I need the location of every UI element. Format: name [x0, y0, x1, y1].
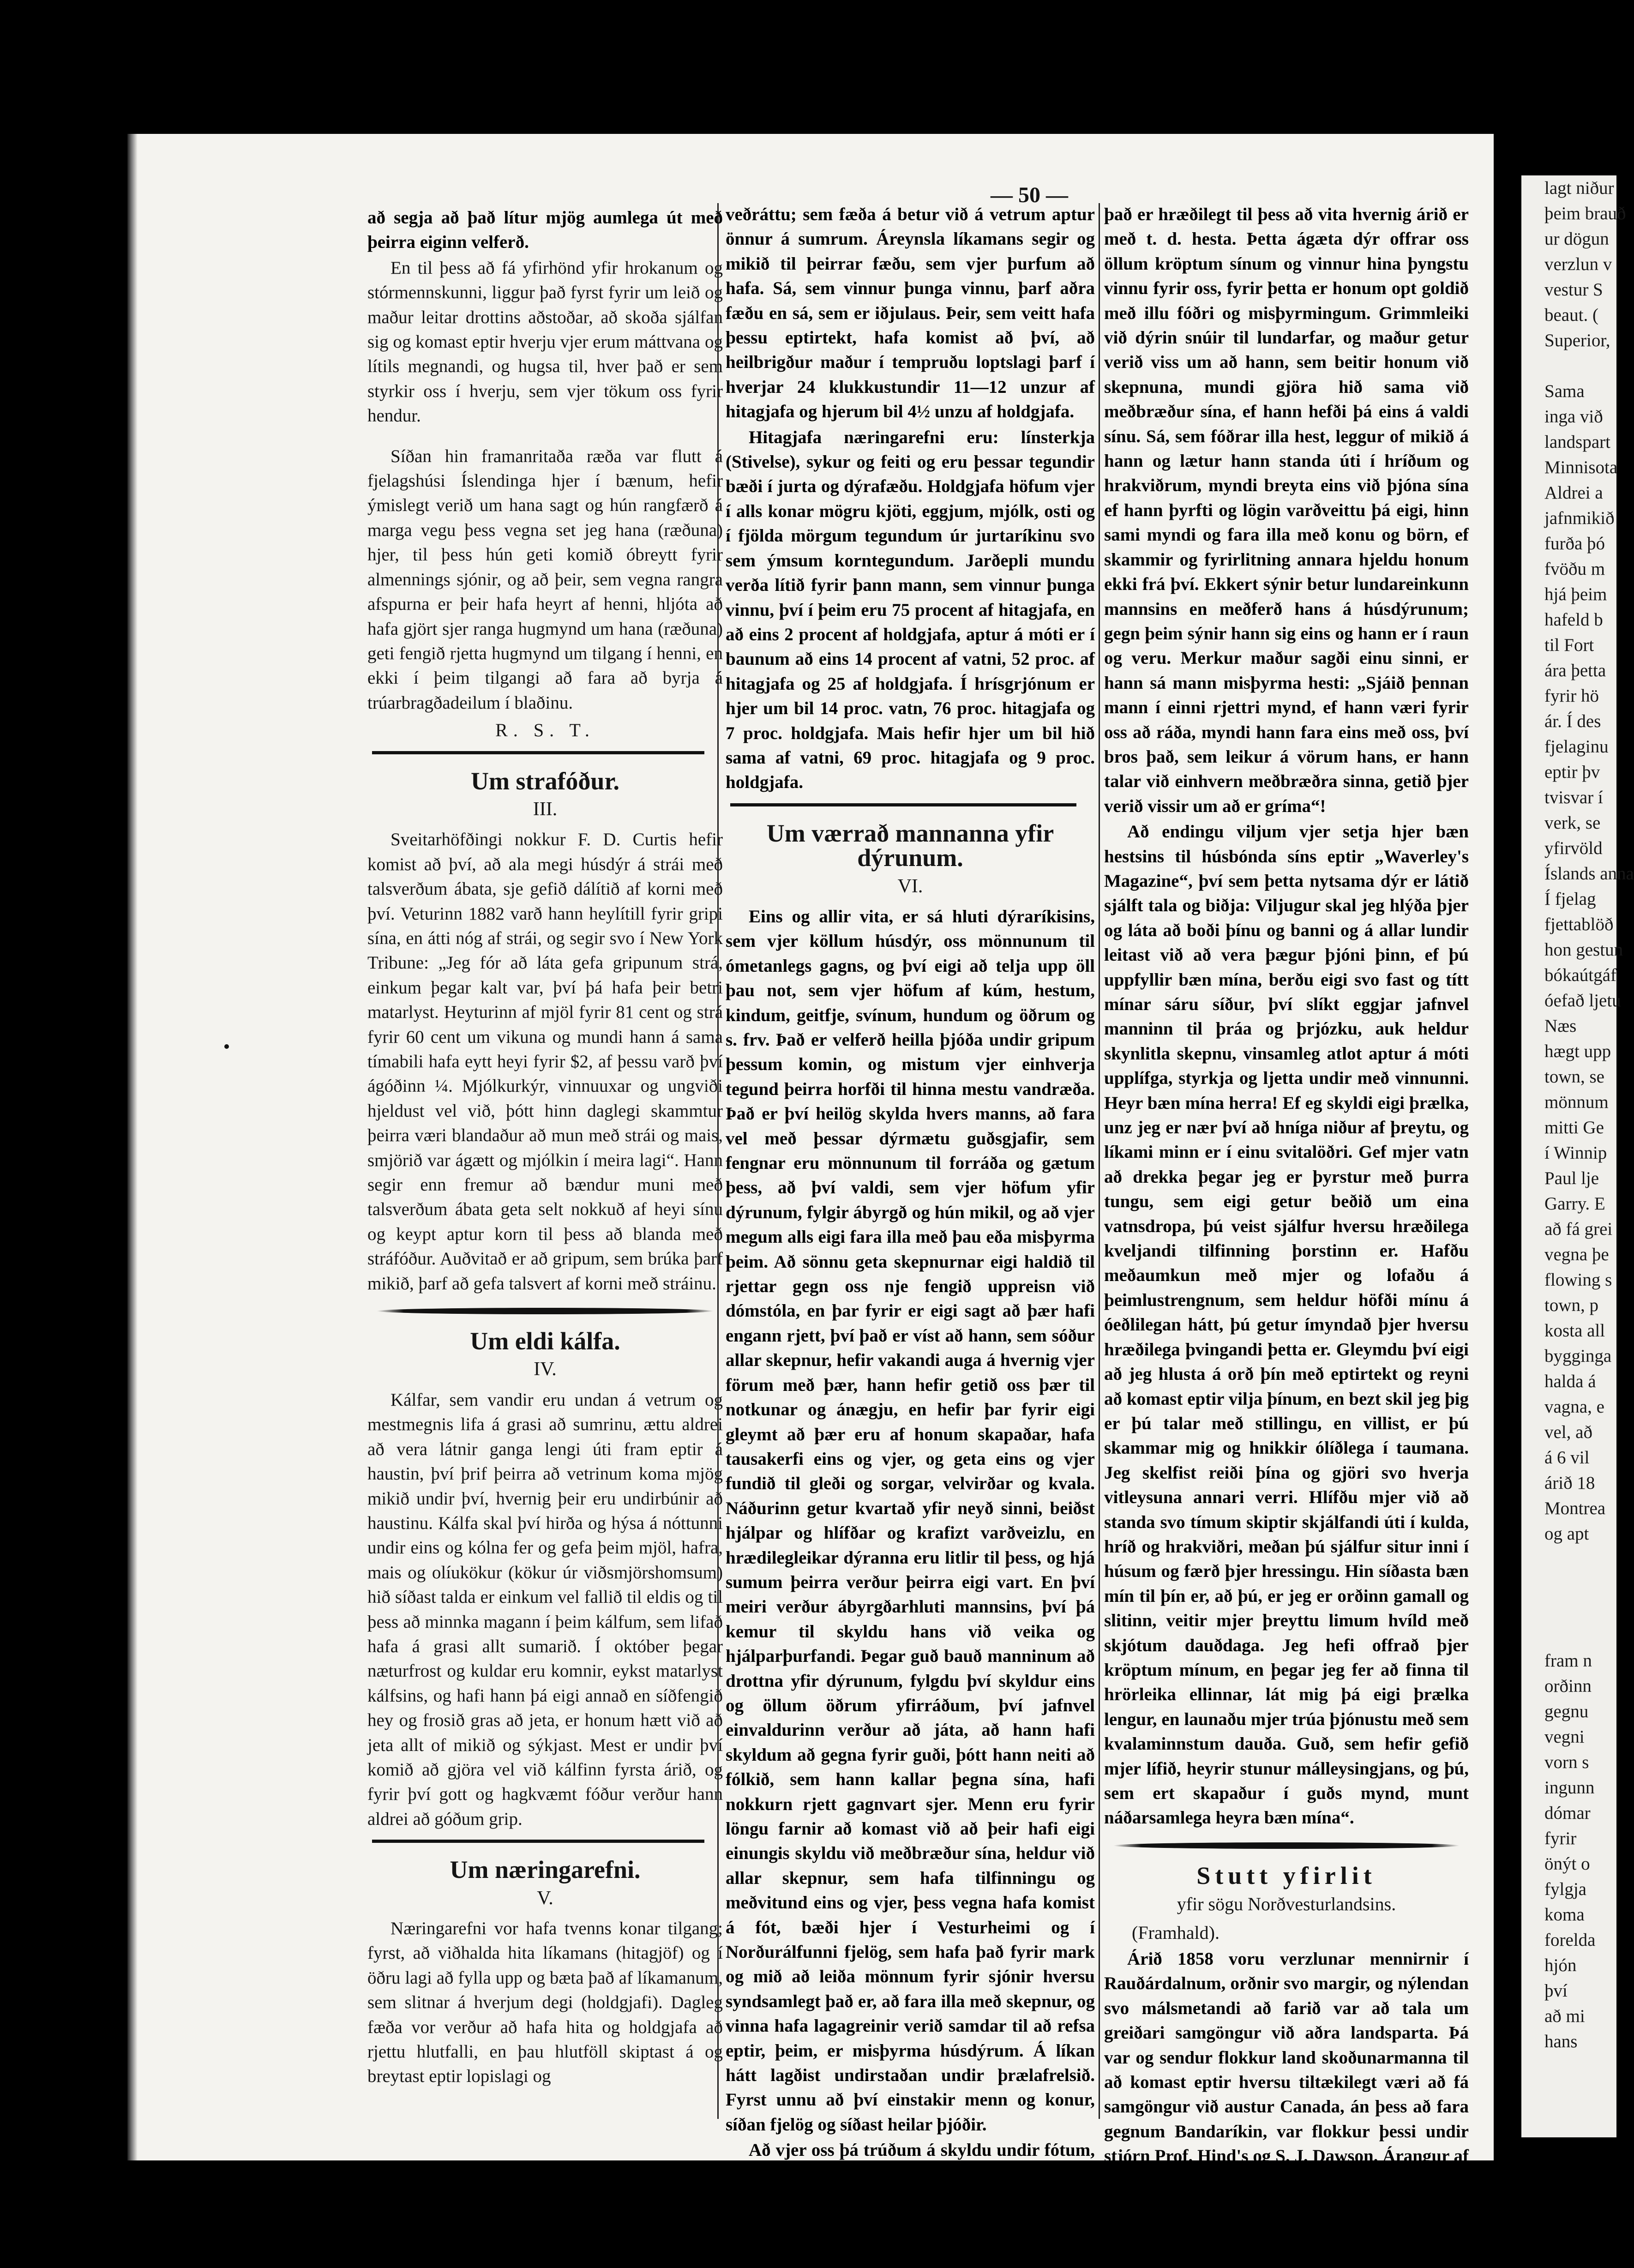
adjacent-page	[1521, 175, 1634, 2137]
adjacent-page-line: jafnmikið	[1544, 508, 1615, 528]
adjacent-page-line: á 6 vil	[1544, 1448, 1590, 1468]
adjacent-page-line: í Winnip	[1544, 1143, 1607, 1163]
adjacent-page-line: Sama	[1544, 381, 1585, 401]
adjacent-page-line: vorn s	[1544, 1752, 1589, 1772]
adjacent-page-line	[1521, 1623, 1616, 1648]
article-heading: Um eldi kálfa.	[470, 1327, 620, 1355]
adjacent-page-line: ingunn	[1544, 1778, 1595, 1798]
paragraph: Að endingu viljum vjer setja hjer bæn hestsins til húsbónda síns eptir „Waverley's Magazine“, því sem þetta nytsama dýr er látið sjálft tala og biðja: Viljugur skal jeg hlýða þjer og láta að boði þínu og banni og á allar lundir leitast við að vera þægur þjóni þinn, ef þú uppfyllir bæn mína, berðu eigi svo fast og títt mínar sáru síður, því slíkt eggjar jafnvel manninn til þráa og þrjózku, auk heldur skynlitla skepnu, vinsamleg atlot aptur á móti upplífga, styrkja og ljetta undir með vinnunni. Heyr bæn mína herra! Ef eg skyldi eigi þrælka, unz jeg er nær því að hníga niður af þreytu, og líkami minn er í einu svitalöðri. Gef mjer vatn að drekka þegar jeg er þyrstur með þurra tungu, sem eigi getur beðið um eina vatnsdropa, þú veist sjálfur hversu hræðilega kveljandi tilfinning þorstinn er. Hafðu meðaumkun með mjer og lofaðu á þeimlustrengnum, sem heldur höfði mínu á óeðlilegan hátt, þú getur ímyndað þjer hversu hræðilega þvingandi þetta er. Gleymdu því eigi að jeg hlusta á orð þín með eptirtekt og reyni að komast eptir vilja þínum, en bezt skil jeg þig er þú talar með stillingu, en villist, er þú skammar mig og hnikkir ólíðlega í taumana. Jeg skelfist reiði þína og gjöri svo hverja vitleysuna annari verri. Hlífðu mjer við að standa svo tímum skiptir skjálfandi úti í kulda, hríð og hrakviðri, meðan þú sjálfur situr inni í húsum og færð þjer hressingu. Hin síðasta bæn mín til þín er, að þú, er jeg er orðinn gamall og slitinn, veitir mjer þreyttu limum hvíld með skjótum dauðdaga. Jeg hefi offrað þjer kröptum mínum, en þegar jeg fer að finna til hrörleika ellinnar, lát mig þá eigi þrælka lengur, en launaðu mjer trúa þjónustu með sem kvalaminnstum dauða. Guð, sem hefir gefið mjer lífið, heyrir stunur málleysingjans, og þú, sem ert skapaður í guðs mynd, munt náðarsamlega heyra bæn mína“.	[1104, 822, 1469, 1828]
section-divider	[372, 751, 704, 754]
adjacent-page-line: ára þetta	[1544, 661, 1606, 680]
adjacent-page-line: landspart	[1544, 432, 1610, 452]
adjacent-page-line: fyrir hö	[1544, 686, 1599, 706]
adjacent-page-line: því	[1544, 1981, 1568, 2001]
adjacent-page-line: vestur S	[1544, 280, 1603, 300]
adjacent-page-line: inga við	[1544, 407, 1603, 427]
paragraph: Hitagjafa næringarefni eru: línsterkja (Stivelse), sykur og feiti og eru þessar tegundir bæði í jurta og dýrafæðu. Holdgjafa höfum vjer í alls konar mögru kjöti, eggjum, mjólk, osti og í fjölda mörgum tegundum úr jurtaríkinu svo sem ýmsum korntegundum. Jarðepli mundu verða lítið fyrir þann mann, sem vinnur þunga vinnu, því í þeim eru 75 procent af hitagjafa, en að eins 2 procent af holdgjafa, aptur á móti er í baunum að eins 14 procent af vatni, 52 proc. af hitagjafa og 25 af holdgjafa. Í hrísgrjónum er hjer um bil 14 proc. vatn, 76 proc. hitagjafa og 7 proc. holdgjafa. Mais hefir hjer um bil hið sama af vatni, 69 proc. hitagjafa og 9 proc. holdgjafa.	[726, 427, 1095, 793]
adjacent-page-line: hon gestun	[1544, 940, 1623, 960]
adjacent-page-line: Montrea	[1544, 1498, 1606, 1518]
article-heading: Um værrað mannanna yfir dýrunum.	[766, 819, 1054, 872]
column-3	[1104, 202, 1469, 2268]
adjacent-page-line: fylgja	[1544, 1879, 1586, 1899]
adjacent-page-line: hans	[1544, 2032, 1578, 2051]
adjacent-page-line: yfirvöld	[1544, 838, 1603, 858]
adjacent-page-line: til Fort	[1544, 635, 1594, 655]
continued-note: (Framhald).	[1132, 1922, 1219, 1943]
adjacent-page-line: vagna, e	[1544, 1397, 1604, 1417]
article-heading: Um næringarefni.	[450, 1856, 641, 1884]
adjacent-page-line: þeim brauð	[1544, 204, 1626, 223]
paragraph: það er hræðilegt til þess að vita hvernig árið er með t. d. hesta. Þetta ágæta dýr offrar oss öllum kröptum sínum og vinnur hina þyngstu vinnu fyrir oss, fyrir þetta er honum opt goldið með illu fóðri og misþyrmingum. Grimmleiki við dýrin snúir til lundarfar, og maður getur verið viss um að hann, sem beitir honum við skepnuna, mundi gjöra hið sama við meðbræður sína, ef hann hefði þá eins á valdi sínu. Sá, sem fóðrar illa hest, leggur of mikið á hann og lætur hann standa úti í hríðum og hrakviðrum, myndi breyta eins við þjóna sína ef hann þyrfti og lögin varðveittu þá eigi, hinn sami myndi og fara illa með konu og börn, ef skammir og fyrirlitning annara hjeldu honum ekki frá því. Ekkert sýnir betur lundareinkunn mannsins en meðferð hans á húsdýrunum; gegn þeim sýnir hann sig eins og hann er í raun og veru. Merkur maður sagði einu sinni, er hann sá mann misþyrma hesti: „Sjáið þennan mann í einni rjettri mynd, ef hann væri fyrir oss að ráða, myndi hann fara eins með oss, því bros það, sem leikur á vörum hans, er hann talar við einhvern meðbræðra sinna, getið þjer verið vissir um að er gríma“!	[1104, 205, 1469, 816]
adjacent-page-line: vel, að	[1544, 1422, 1592, 1442]
adjacent-page-line: að fá grei	[1544, 1219, 1613, 1239]
section-divider	[377, 1308, 714, 1314]
adjacent-page-line: hjón	[1544, 1955, 1577, 1975]
adjacent-page-line: koma	[1544, 1905, 1585, 1925]
adjacent-page-line: flowing s	[1544, 1270, 1612, 1290]
ink-spot	[224, 1044, 229, 1049]
adjacent-page-line: verzlun v	[1544, 254, 1612, 274]
article-subtitle: yfir sögu Norðvesturlandsins.	[1177, 1894, 1396, 1915]
paragraph: Árið 1858 voru verzlunar mennirnir í Rauðárdalnum, orðnir svo margir, og nýlendan svo málsmetandi að farið var að tala um greiðari samgöngur við aðra landsparta. Þá var og sendur flokkur land skoðunarmanna til að komast eptir hversu tiltækilegt væri að fá samgöngur við austur Canada, án þess að fara gegnum Bandaríkin, var flokkur þessi undir stjórn Prof. Hind's og S. J. Dawson. Árangur af skoðunum þessum varð sá, að vegalengdin milli Rauðár og Lake Superior (Efra vatns) var álitin að vera um 500 mílur, þar af var landleið, einungis	[1104, 1949, 1469, 2265]
adjacent-page-line: Superior,	[1544, 331, 1610, 350]
adjacent-page-line: fvöðu m	[1544, 559, 1605, 579]
adjacent-page-line: hafeld b	[1544, 610, 1603, 630]
section-divider	[372, 1840, 704, 1843]
adjacent-page-line: kosta all	[1544, 1321, 1605, 1341]
paragraph: Eins og allir vita, er sá hluti dýraríkisins, sem vjer köllum húsdýr, oss mönnunum til ómetanlegs gagns, og því eigi að telja upp öll þau not, sem vjer höfum af kúm, hestum, kindum, geitfje, svínum, hundum og öðrum og s. frv. Það er velferð heilla þjóða undir gripum þessum komin, og mistum vjer einhverja tegund þeirra horfði til hinna mestu vandræða. Það er því heilög skylda hvers manns, að fara vel með þessar dýrmætu guðsgjafir, sem fengnar eru mönnunum til forráða og gætum þess, að því valdi, sem vjer höfum yfir dýrunum, fylgir ábyrgð og hún mikil, og að vjer megum alls eigi fara illa með þau eða misþyrma þeim. Að sönnu geta skepnurnar eigi haldið til rjettar gegn oss nje fengið uppreisn við dómstóla, en þar fyrir er eigi sagt að þær hafi engann rjett, því það er víst að hann, sem sóður allar skepnur, hefir vakandi auga á hvernig vjer förum með þær, hann hefir getið oss þær til notkunar og ánægju, en hefir þar fyrir eigi gleymt að þær eru af honum skapaðar, hafa tausakerfi eins og vjer, og geta eins og vjer fundið til gleði og sorgar, velvirðar og kvala. Náðurinn getur kvartað yfir neyð sinni, beiðst hjálpar og hlífðar og krafizt varðveizlu, en hrædilegleikar dýranna eru litlir til þess, og hjá sumum þeirra verður þeirra eigi vart. En því meiri verður ábyrgðarhluti mannsins, því þá kemur til skyldu hans við veika og hjálparþurfandi. Þegar guð bauð manninum að drottna yfir dýrunum, fylgdu því skyldur eins og öllum öðrum yfirráðum, því jafnvel einvaldurinn verður að játa, að hann hafi skyldum að gegna fyrir guði, þótt hann neiti að fólkið, sem hann kallar þegna sína, hafi nokkurn rjett gagnvart sjer. Menn eru fyrir löngu farnir að komast við að þeir hafi eigi einungis skyldu við meðbræður sína, heldur við allar skepnur, sem hafa tilfinningu og meðvitund eins og vjer, þess vegna hafa komist á fót, bæði hjer í Vesturheimi og í Norðurálfunni fjelög, sem hafa það fyrir mark og mið að leiða mönnum fyrir sjónir hversu syndsamlegt það er, að fara illa með skepnur, og vinna hafa lagagreinir verið samdar til að refsa eptir, þeim, er misþyrma húsdýrum. Á líkan hátt lagðist undirstaðan undir þrælafrelsið. Fyrst unnu að því einstakir menn og konur, síðan fjelög og síðast heilar þjóðir.	[726, 906, 1095, 2135]
adjacent-page-line: fjettablöð	[1544, 914, 1614, 934]
adjacent-page-line	[1521, 1546, 1616, 1572]
column-rule	[1099, 203, 1100, 2119]
paragraph: Kálfar, sem vandir eru undan á vetrum og mestmegnis lifa á grasi að sumrinu, ættu aldrei að vera látnir ganga lengi úti fram eptir á haustin, því þrif þeirra að vetrinum koma mjög mikið undir því, hvernig þeir eru undirbúnir að haustinu. Kálfa skal því hirða og hýsa á nóttunni undir eins og kólna fer og gefa þeim mjöl, hafra, mais og olíukökur (kökur úr viðsmjörshomsum) hið síðast talda er einkum vel fallið til eldis og til þess að minnka magann í þeim kálfum, sem lifað hafa á grasi allt sumarið. Í október þegar næturfrost og kuldar eru komnir, eykst matarlyst kálfsins, og hafi hann þá eigi annað en síðfengið hey og frosið gras að jeta, er honum hætt við að jeta allt of mikið og sýkjast. Mest er undir því komið að gjöra vel við kálfinn fyrsta árið, og fyrir því gott og hagkvæmt fóður verður hann aldrei að góðum grip.	[367, 1390, 723, 1829]
adjacent-page-line: furða þó	[1544, 534, 1605, 553]
adjacent-page-line: Aldrei a	[1544, 483, 1603, 503]
adjacent-page-line: Íslands anna	[1544, 864, 1634, 884]
adjacent-page-line: verk, se	[1544, 813, 1601, 833]
adjacent-page-line: að mi	[1544, 2006, 1585, 2026]
adjacent-page-line: beaut. (	[1544, 305, 1598, 325]
paragraph: En til þess að fá yfirhönd yfir hrokanum og stórmennskunni, liggur það fyrst fyrir um leið og maður leitar drottins aðstoðar, að skoða sjálfan sig og komast eptir hverju vjer erum máttvana og lítils megnandi, og hugsa til, hver það er sem styrkir oss í hverju, sem vjer tökum oss fyrir hendur.	[367, 258, 723, 426]
adjacent-page-line: fyrir	[1544, 1829, 1577, 1848]
adjacent-page-line: Garry. E	[1544, 1194, 1605, 1214]
section-divider	[1113, 1842, 1460, 1849]
adjacent-page-line: fram n	[1544, 1651, 1592, 1671]
section-number: V.	[537, 1887, 553, 1909]
adjacent-page-line: óefað ljetu	[1544, 991, 1621, 1011]
adjacent-page-line: eptir þv	[1544, 762, 1600, 782]
adjacent-page-line: town, p	[1544, 1295, 1598, 1315]
adjacent-page-line: fjelaginu	[1544, 737, 1609, 757]
section-number: VI.	[897, 875, 923, 897]
column-2	[726, 202, 1095, 2213]
adjacent-page-line	[1521, 353, 1616, 379]
adjacent-page-line: dómar	[1544, 1803, 1591, 1823]
newspaper-page	[127, 134, 1494, 2265]
adjacent-page-line: lagt niður	[1544, 178, 1614, 198]
paragraph: Að vjer oss þá trúðum á skyldu undir fótum, að fara vel og miskunsamlega með skepnurnar, á sjer því miður víða stað og	[726, 2140, 1095, 2210]
adjacent-page-line: Paul lje	[1544, 1168, 1599, 1188]
adjacent-page-line	[1521, 1572, 1616, 1597]
adjacent-page-line: Næs	[1544, 1016, 1577, 1036]
adjacent-page-line: Í fjelag	[1544, 889, 1596, 909]
paragraph: Síðan hin framanritaða ræða var flutt á fjelagshúsi Íslendinga hjer í bænum, hefir ýmislegt verið um hana sagt og hún rangfærð á marga vegu þess vegna set jeg hana (ræðuna) hjer, til þess hún geti komið óbreytt fyrir almennings sjónir, og að þeir, sem vegna rangra afspurna er þeir hafa heyrt af henni, hljóta að hafa gjört sjer ranga hugmynd um hana (ræðuna) geti fengið rjetta hugmynd um tilgang í henni, en ekki í þeim tilgangi að fara að byrja á trúarbragðadeilum í blaðinu.	[367, 446, 723, 713]
paragraph: Sveitarhöfðingi nokkur F. D. Curtis hefir komist að því, að ala megi húsdýr á strái með talsverðum ábata, sje gefið dálítið af korni með því. Veturinn 1882 varð hann heylítill fyrir gripi sína, en átti nóg af strái, og segir svo í New York Tribune: „Jeg fór að láta gefa gripunum strá, einkum þegar kalt var, því þá hafa þeir betri matarlyst. Heyturinn af mjöl fyrir 81 cent og strá fyrir 60 cent um vikuna og mundi hann á sama tímabili hafa eytt heyi fyrir $2, af þessu varð því ágóðinn ¼. Mjólkurkýr, vinnuuxar og ungviði hjeldust vel við, þótt hinn daglegi skammtur þeirra væri blandaður að mun með strái og mais, smjörið var ágætt og mjólkin í meira lagi“. Hann segir enn fremur að bændur muni með talsverðum ábata geta selt nokkuð af heyi sínu og keypt aptur korn til þess að blanda með stráfóður. Auðvitað er að gripum, sem brúka þarf mikið, þarf að gefa talsvert af korni með stráinu.	[367, 830, 723, 1293]
adjacent-page-line: önýt o	[1544, 1854, 1590, 1874]
adjacent-page-line: vegna þe	[1544, 1245, 1609, 1264]
adjacent-page-text	[1521, 175, 1634, 2054]
signature: R. S. T.	[495, 720, 595, 741]
adjacent-page-line: hægt upp	[1544, 1041, 1611, 1061]
section-number: IV.	[534, 1359, 557, 1380]
paragraph: Næringarefni vor hafa tvenns konar tilgang; fyrst, að viðhalda hita líkamans (hitagjöf) og í öðru lagi að fylla upp og bæta það af líkamanum, sem slitnar á hverjum degi (holdgjafi). Dagleg fæða vor verður að hafa hita og holdgjafa að rjettu hlutfalli, en þau hlutföll skiptast á og breytast eptir lopislagi og	[367, 1919, 723, 2087]
adjacent-page-line: bygginga	[1544, 1346, 1612, 1366]
page-number: — 50 —	[991, 183, 1068, 207]
paragraph: veðráttu; sem fæða á betur við á vetrum aptur önnur á sumrum. Áreynsla líkamans segir og mikið til þeirrar fæðu, sem vjer þurfum að hafa. Sá, sem vinnur þunga vinnu, þarf aðra fæðu en sá, sem er iðjulaus. Þeir, sem veitt hafa þessu eptirtekt, hafa komist að því, að heilbrigður maður í tempruðu loptslagi þarf í hverjar 24 klukkustundir 11—12 unzur af hitagjafa og hjerum bil 4½ unzu af holdgjafa.	[726, 205, 1095, 422]
adjacent-page-line: mitti Ge	[1544, 1118, 1604, 1137]
article-heading: Um strafóður.	[471, 767, 619, 795]
adjacent-page-line: árið 18	[1544, 1473, 1595, 1493]
adjacent-page-line: gegnu	[1544, 1702, 1589, 1721]
adjacent-page-line: halda á	[1544, 1372, 1596, 1391]
section-divider	[730, 803, 1076, 806]
adjacent-page-line: orðinn	[1544, 1676, 1592, 1696]
adjacent-page-line: tvisvar í	[1544, 788, 1603, 807]
adjacent-page-line: ár. Í des	[1544, 711, 1601, 731]
adjacent-page-line: mönnum	[1544, 1092, 1609, 1112]
adjacent-page-line: hjá þeim	[1544, 584, 1607, 604]
adjacent-page-line: town, se	[1544, 1067, 1604, 1087]
adjacent-page-line: bókaútgáf	[1544, 965, 1616, 985]
adjacent-page-line: forelda	[1544, 1930, 1596, 1950]
adjacent-page-line: Minnisota	[1544, 457, 1618, 477]
article-heading: Stutt yfirlit	[1196, 1861, 1376, 1889]
column-1	[367, 205, 723, 2090]
paragraph: að segja að það lítur mjög aumlega út með þeirra eiginn velferð.	[367, 208, 723, 253]
section-number: III.	[533, 798, 558, 820]
adjacent-page-line: vegni	[1544, 1727, 1585, 1747]
adjacent-page-line: ur dögun	[1544, 229, 1609, 249]
adjacent-page-line	[1521, 1597, 1616, 1623]
adjacent-page-line: og apt	[1544, 1524, 1589, 1544]
